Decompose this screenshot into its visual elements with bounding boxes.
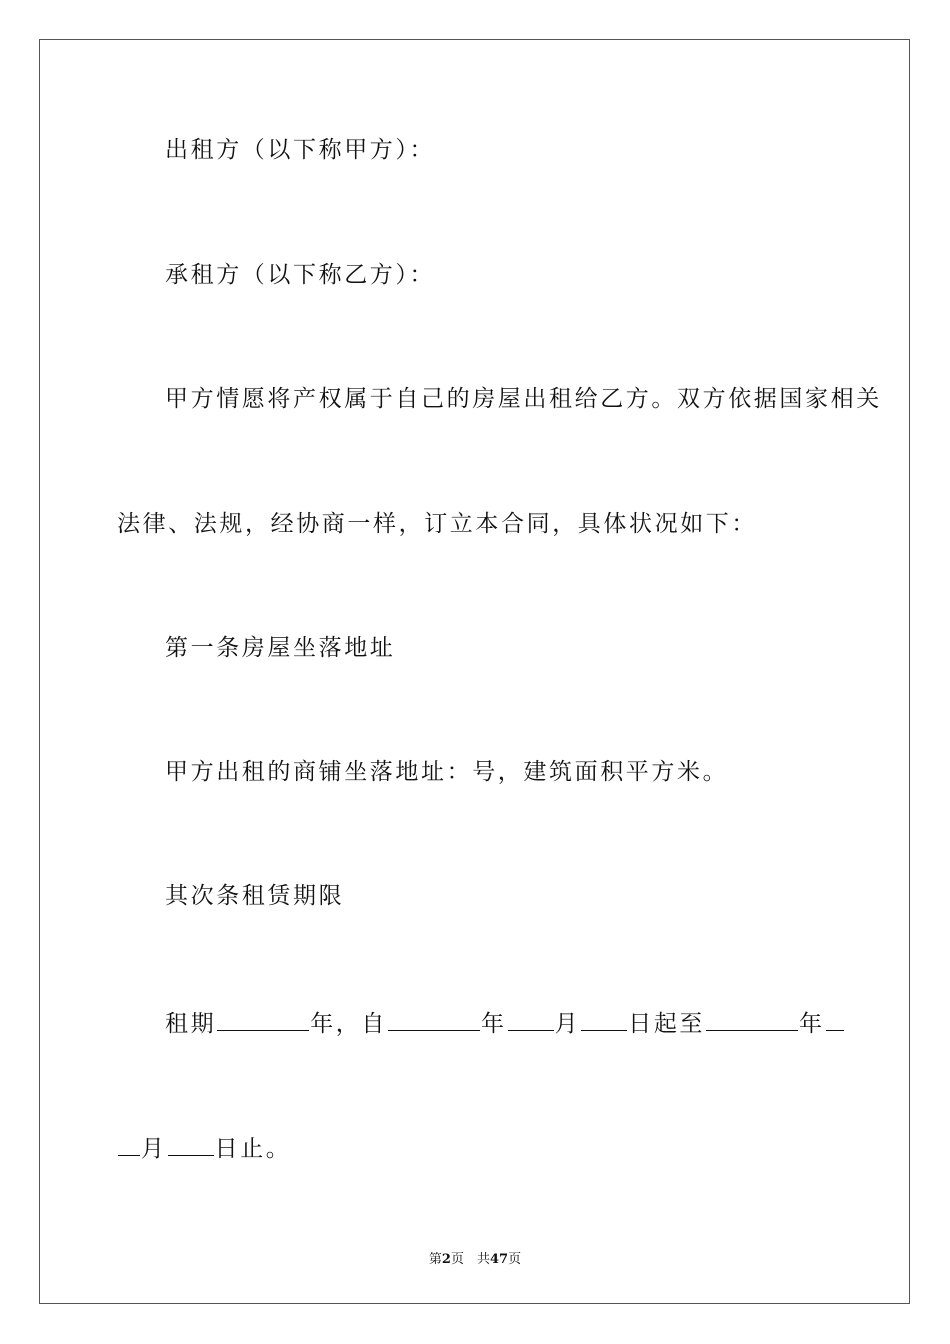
term-day-until: 日起至 [628, 1011, 706, 1037]
lessee-line: 承租方（以下称乙方）： [165, 262, 436, 288]
blank-start-month[interactable] [508, 1008, 554, 1031]
article1-body: 甲方出租的商铺坐落地址：号，建筑面积平方米。 [165, 759, 729, 785]
page-footer [0, 1248, 950, 1267]
intro-line-1: 甲方情愿将产权属于自己的房屋出租给乙方。双方依据国家相关 [165, 386, 882, 412]
footer-total-pages: 47 [489, 1252, 509, 1267]
term-month: 月 [554, 1011, 581, 1037]
blank-years[interactable] [217, 1008, 309, 1031]
footer-suffix: 页 [508, 1252, 522, 1267]
blank-end-month-part2[interactable] [118, 1133, 140, 1156]
article2-title: 其次条租赁期限 [165, 883, 345, 909]
blank-end-year[interactable] [706, 1008, 798, 1031]
lessor-line: 出租方（以下称甲方）： [165, 137, 436, 163]
footer-page-number: 2 [441, 1252, 451, 1267]
blank-start-year[interactable] [388, 1008, 480, 1031]
term-end: 日止。 [214, 1136, 292, 1162]
term-end-month: 月 [141, 1136, 167, 1162]
term-line-1 [165, 1008, 845, 1039]
term-year-from: 年，自 [310, 1011, 388, 1037]
page-border [39, 39, 910, 1304]
blank-end-month-part1[interactable] [826, 1008, 844, 1031]
intro-line-2: 法律、法规，经协商一样，订立本合同，具体状况如下： [117, 511, 757, 537]
article1-title: 第一条房屋坐落地址 [165, 635, 396, 661]
footer-mid: 页 共 [450, 1252, 490, 1267]
blank-end-day[interactable] [168, 1133, 214, 1156]
footer-prefix: 第 [428, 1252, 442, 1267]
blank-start-day[interactable] [581, 1008, 627, 1031]
term-label: 租期 [165, 1011, 217, 1037]
term-line-2 [117, 1133, 291, 1164]
term-end-year: 年 [799, 1011, 825, 1037]
term-year: 年 [481, 1011, 507, 1037]
